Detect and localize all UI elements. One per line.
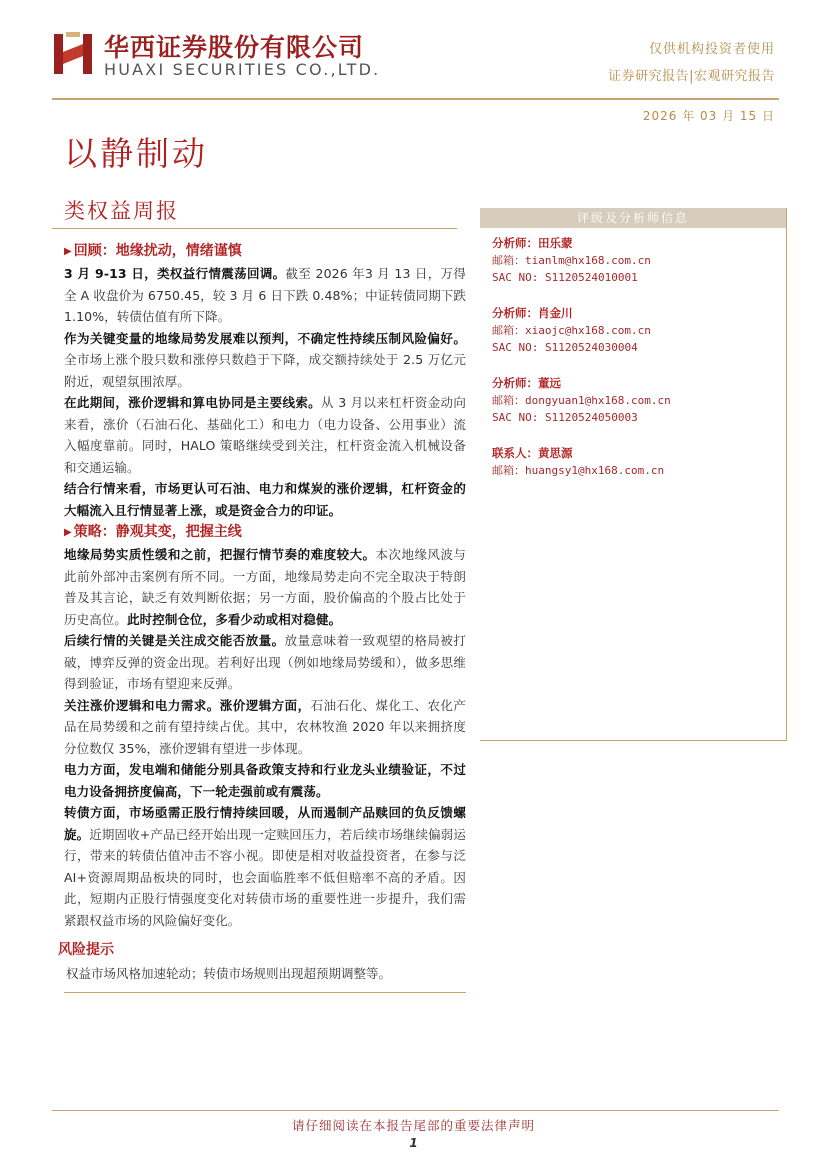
risk-text: 权益市场风格加速轮动；转债市场规则出现超预期调整等。 xyxy=(66,966,392,981)
report-date: 2026 年 03 月 15 日 xyxy=(642,109,775,123)
section-heading: ▶ 回顾：地缘扰动，情绪谨慎 xyxy=(64,243,242,259)
paragraph: 关注涨价逻辑和电力需求。涨价逻辑方面，石油石化、煤化工、农化产品在局势缓和之前有望持续占优。其中，农林牧渔 2020 年以来拥挤度分位数仅 35%，涨价逻辑有望进一步体现。 xyxy=(64,697,467,756)
contact-email[interactable]: 邮箱：huangsy1@hx168.com.cn xyxy=(492,464,665,477)
body-divider xyxy=(64,992,466,993)
analyst-block xyxy=(492,235,786,286)
analyst-block xyxy=(492,375,786,426)
footer-divider xyxy=(52,1110,779,1111)
analyst-info-panel xyxy=(480,208,787,741)
report-category: 证券研究报告|宏观研究报告 xyxy=(608,69,775,84)
company-name-cn: 华西证券股份有限公司 xyxy=(104,33,365,62)
analyst-sac: SAC NO: S1120524010001 xyxy=(492,271,638,284)
contact-block xyxy=(492,445,786,479)
paragraph: 后续行情的关键是关注成交能否放量。放量意味着一致观望的格局被打破，博弈反弹的资金出现。若利好出现（例如地缘局势缓和），做多思维得到验证，市场有望迎来反弹。 xyxy=(64,633,466,691)
analyst-sac: SAC NO: S1120524030004 xyxy=(492,341,638,354)
analyst-email[interactable]: 邮箱：xiaojc@hx168.com.cn xyxy=(492,324,651,337)
paragraph: 电力方面，发电端和储能分别具备政策支持和行业龙头业绩验证，不过电力设备拥挤度偏高，下一轮走强前或有震荡。 xyxy=(64,762,466,799)
paragraph: 在此期间，涨价逻辑和算电协同是主要线索。从 3 月以来杠杆资金动向来看，涨价（石油石化、基础化工）和电力（电力设备、公用事业）流入幅度靠前。同时，HALO 策略继续受到关注，杠杆资金流入机械设备和交通运输。 xyxy=(64,395,466,475)
analyst-sac: SAC NO: S1120524050003 xyxy=(492,411,638,424)
contact-name: 联系人：黄思源 xyxy=(492,446,573,460)
company-name-en: HUAXI SECURITIES CO.,LTD. xyxy=(104,60,381,79)
section-heading: ▶ 策略：静观其变，把握主线 xyxy=(64,524,242,540)
report-subtitle: 类权益周报 xyxy=(64,199,179,223)
analyst-block xyxy=(492,305,786,356)
analyst-email[interactable]: 邮箱：dongyuan1@hx168.com.cn xyxy=(492,394,671,407)
header-divider xyxy=(52,98,779,100)
analyst-name: 分析师：董远 xyxy=(492,376,561,390)
paragraph: 地缘局势实质性缓和之前，把握行情节奏的难度较大。本次地缘风波与此前外部冲击案例有所不同。一方面，地缘局势走向不完全取决于特朗普及其言论，缺乏有效判断依据；另一方面，股价偏高的个股占比处于历史高位。此时控制仓位，多看少动或相对稳健。 xyxy=(64,547,466,627)
analyst-email[interactable]: 邮箱：tianlm@hx168.com.cn xyxy=(492,254,651,267)
triangle-bullet-icon: ▶ xyxy=(64,527,72,538)
panel-heading: 评级及分析师信息 xyxy=(480,208,786,228)
risk-heading: 风险提示 xyxy=(58,942,114,958)
title-divider xyxy=(52,228,457,229)
analyst-name: 分析师：田乐蒙 xyxy=(492,236,573,250)
paragraph: 作为关键变量的地缘局势发展难以预判，不确定性持续压制风险偏好。全市场上涨个股只数和涨停只数趋于下降，成交额持续处于 2.5 万亿元附近，观望氛围浓厚。 xyxy=(64,330,466,389)
report-title: 以静制动 xyxy=(64,134,208,173)
audience-note: 仅供机构投资者使用 xyxy=(648,42,775,57)
triangle-bullet-icon: ▶ xyxy=(64,246,72,257)
page-number: 1 xyxy=(409,1136,418,1150)
legal-notice: 请仔细阅读在本报告尾部的重要法律声明 xyxy=(291,1118,535,1133)
paragraph: 结合行情来看，市场更认可石油、电力和煤炭的涨价逻辑，杠杆资金的大幅流入且行情显著上涨，或是资金合力的印证。 xyxy=(64,481,466,518)
report-body xyxy=(58,240,467,984)
paragraph: 转债方面，市场亟需正股行情持续回暖，从而遏制产品赎回的负反馈螺旋。近期固收+产品已经开始出现一定赎回压力，若后续市场继续偏弱运行，带来的转债估值冲击不容小视。即使是相对收益投资者，在参与泛 AI+资源周期品板块的同时，也会面临胜率不低但赔率不高的矛盾。因此，短期内正股行情强度变化对转债市场的重要性进一步提升，我们需紧跟权益市场的风险偏好变化。 xyxy=(64,805,467,928)
company-logo-icon xyxy=(52,30,94,78)
paragraph: 3 月 9-13 日，类权益行情震荡回调。截至 2026 年3 月 13 日，万得全 A 收盘价为 6750.45，较 3 月 6 日下跌 0.48%；中证转债同期下跌 1.10%，转债估值有所下降。 xyxy=(64,266,466,324)
analyst-name: 分析师：肖金川 xyxy=(492,306,573,320)
